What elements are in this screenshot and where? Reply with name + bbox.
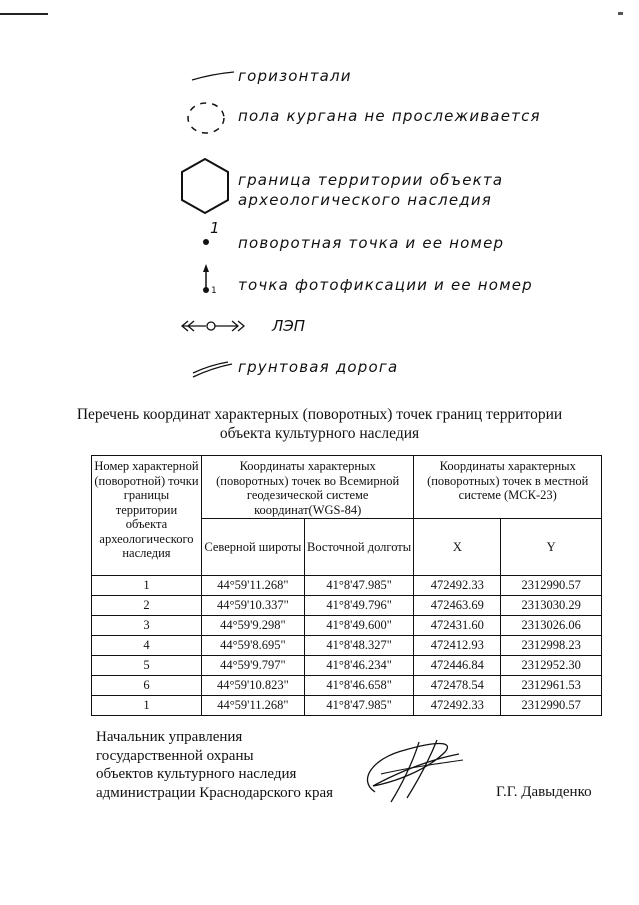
table-row: [92, 676, 602, 696]
coordinates-table: [91, 455, 602, 716]
table-row: [92, 616, 602, 636]
turning-point-number: 1: [210, 219, 220, 237]
cell-x: 472431.60: [414, 616, 501, 636]
cell-lat: 44°59'10.337": [201, 596, 304, 616]
legend-contours: горизонтали: [238, 67, 352, 85]
cell-x: 472478.54: [414, 676, 501, 696]
header-msk23: Координаты характерных (поворотных) точек в местной системе (МСК-23): [414, 456, 602, 519]
cell-n: 4: [92, 636, 202, 656]
legend-turning-point: поворотная точка и ее номер: [238, 234, 505, 252]
cell-lat: 44°59'11.268": [201, 696, 304, 716]
list-title-line2: объекта культурного наследия: [219, 425, 420, 442]
cell-lon: 41°8'46.658": [304, 676, 414, 696]
hexagon-boundary-icon: [178, 156, 234, 218]
cell-x: 472492.33: [414, 576, 501, 596]
cell-y: 2312990.57: [501, 696, 602, 716]
cell-lon: 41°8'47.985": [304, 576, 414, 596]
header-wgs84: Координаты характерных (поворотных) точек во Всемирной геодезической системе координат(WGS-84): [201, 456, 414, 519]
signature-position: [96, 728, 333, 802]
cell-lat: 44°59'8.695": [201, 636, 304, 656]
signature-line2: государственной охраны: [96, 747, 254, 764]
corner-scan-mark: [0, 13, 48, 15]
legend-boundary-line2: археологического наследия: [238, 191, 492, 209]
coordinates-list-title: [0, 405, 639, 443]
cell-y: 2312990.57: [501, 576, 602, 596]
dirt-road-icon: [190, 358, 236, 380]
signature-line3: объектов культурного наследия: [96, 766, 297, 782]
legend-dirt-road: грунтовая дорога: [238, 358, 399, 376]
cell-lon: 41°8'47.985": [304, 696, 414, 716]
cell-n: 1: [92, 576, 202, 596]
legend-mound-floor: пола кургана не прослеживается: [238, 107, 541, 125]
header-north-latitude: Северной широты: [201, 519, 304, 576]
cell-y: 2312952.30: [501, 656, 602, 676]
cell-lon: 41°8'46.234": [304, 656, 414, 676]
table-row: [92, 576, 602, 596]
cell-lat: 44°59'9.797": [201, 656, 304, 676]
power-line-icon: [180, 316, 272, 336]
cell-lon: 41°8'49.796": [304, 596, 414, 616]
cell-x: 472492.33: [414, 696, 501, 716]
cell-n: 1: [92, 696, 202, 716]
cell-n: 3: [92, 616, 202, 636]
header-y: Y: [501, 519, 602, 576]
cell-lon: 41°8'48.327": [304, 636, 414, 656]
cell-x: 472446.84: [414, 656, 501, 676]
table-row: [92, 596, 602, 616]
table-row: [92, 636, 602, 656]
cell-y: 2312998.23: [501, 636, 602, 656]
turning-point-dot-icon: [200, 236, 212, 248]
list-title-line1: Перечень координат характерных (поворотных) точек границ территории: [76, 406, 563, 423]
corner-scan-dot: [618, 12, 623, 15]
signature-line1: Начальник управления: [96, 729, 243, 745]
cell-x: 472412.93: [414, 636, 501, 656]
cell-lat: 44°59'9.298": [201, 616, 304, 636]
contour-line-icon: [190, 68, 238, 84]
cell-n: 6: [92, 676, 202, 696]
table-row: [92, 696, 602, 716]
cell-y: 2313030.29: [501, 596, 602, 616]
legend-power-line-label: ЛЭП: [272, 317, 306, 335]
signatory-name: Г.Г. Давыденко: [496, 784, 592, 800]
cell-x: 472463.69: [414, 596, 501, 616]
legend-photo-point: точка фотофиксации и ее номер: [238, 276, 533, 294]
cell-lon: 41°8'49.600": [304, 616, 414, 636]
mound-dashed-oval-icon: [184, 98, 232, 138]
handwritten-signature: [355, 730, 467, 806]
cell-y: 2312961.53: [501, 676, 602, 696]
header-east-longitude: Восточной долготы: [304, 519, 414, 576]
cell-n: 2: [92, 596, 202, 616]
header-x: X: [414, 519, 501, 576]
photo-point-number: 1: [211, 286, 217, 296]
cell-lat: 44°59'11.268": [201, 576, 304, 596]
table-row: [92, 656, 602, 676]
cell-y: 2313026.06: [501, 616, 602, 636]
cell-n: 5: [92, 656, 202, 676]
legend-boundary-line1: граница территории объекта: [238, 171, 504, 189]
signature-line4: администрации Краснодарского края: [96, 784, 334, 801]
cell-lat: 44°59'10.823": [201, 676, 304, 696]
header-point-number: Номер характерной (поворотной) точки границы территории объекта археологического наследия: [92, 456, 202, 576]
